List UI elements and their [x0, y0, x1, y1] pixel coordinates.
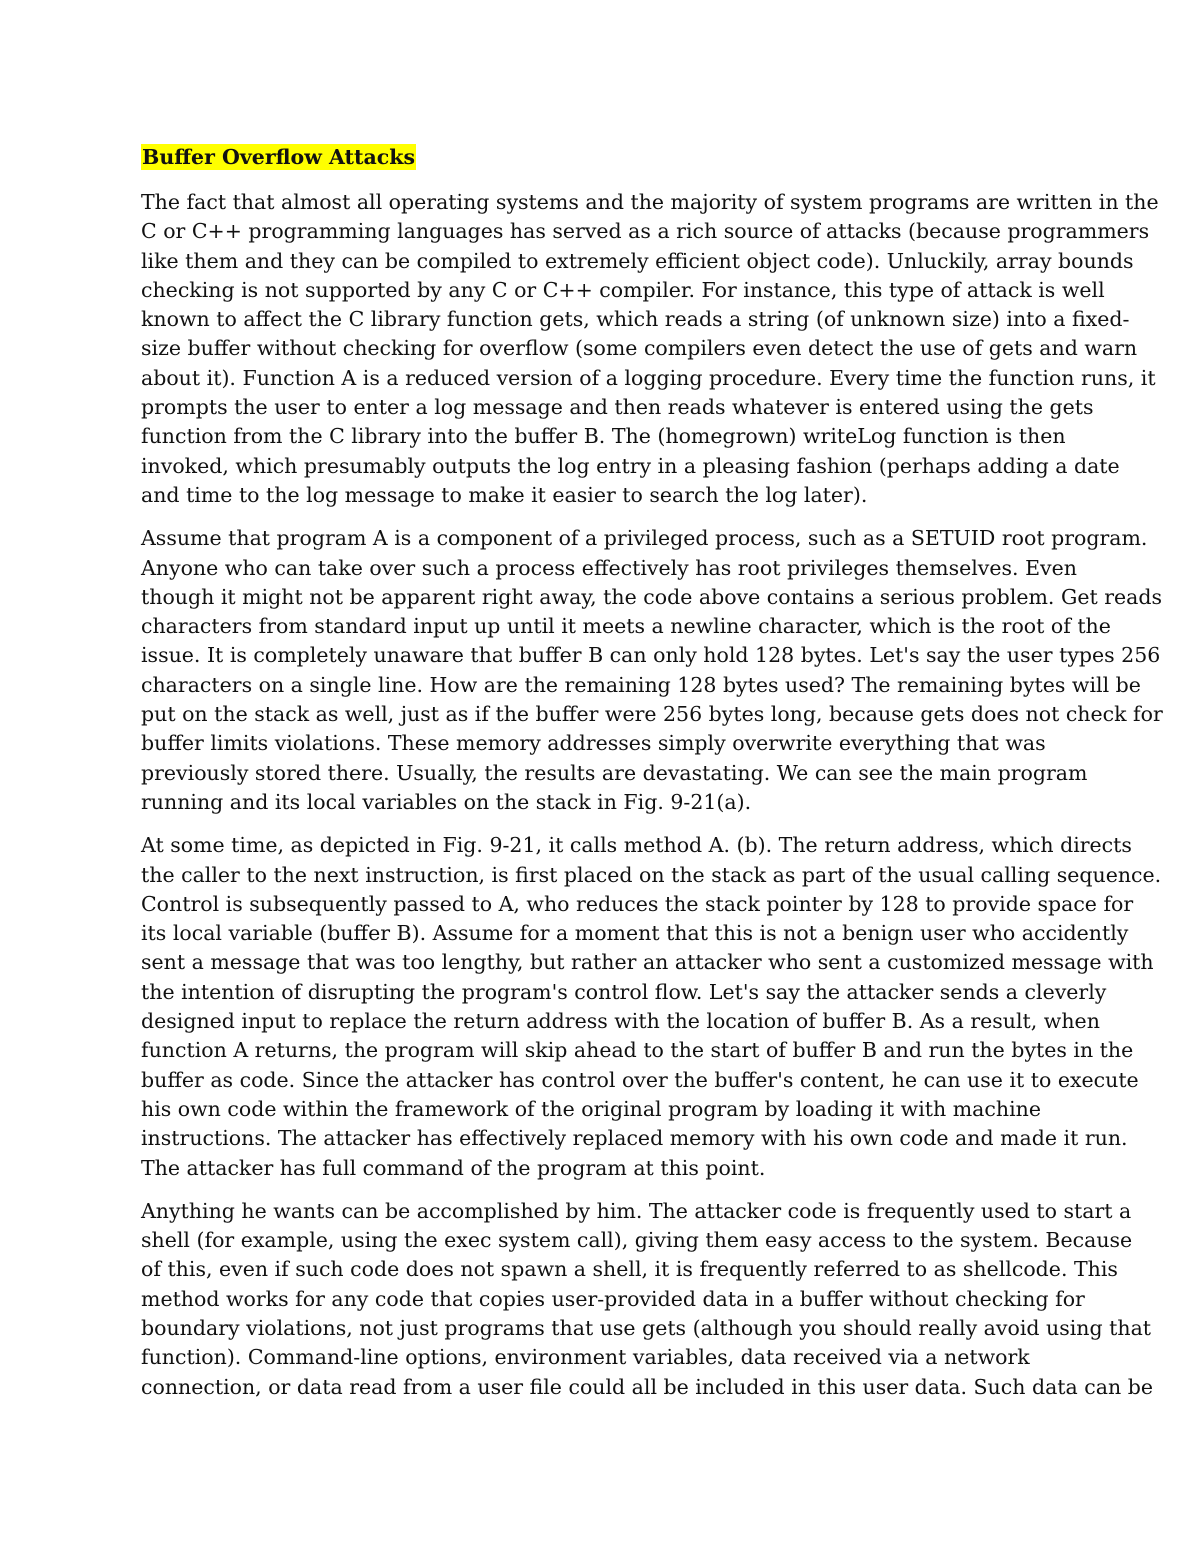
paragraph-3 — [141, 831, 1162, 1183]
text-line: prompts the user to enter a log message and then reads whatever is entered using the gets — [141, 395, 1094, 420]
text-line: C or C++ programming languages has served as a rich source of attacks (because programmers — [141, 219, 1150, 244]
text-line: about it). Function A is a reduced version of a logging procedure. Every time the function runs, it — [141, 365, 1156, 390]
text-line: sent a message that was too lengthy, but rather an attacker who sent a customized message with — [141, 950, 1154, 975]
text-line: like them and they can be compiled to extremely efficient object code). Unluckily, array bounds — [141, 248, 1134, 273]
text-line: function from the C library into the buffer B. The (homegrown) writeLog function is then — [141, 424, 1066, 449]
paragraph-1 — [141, 188, 1159, 510]
text-line: Assume that program A is a component of a privileged process, such as a SETUID root program. — [141, 526, 1148, 551]
text-line: Anything he wants can be accomplished by him. The attacker code is frequently used to start a — [141, 1198, 1132, 1223]
text-line: connection, or data read from a user file could all be included in this user data. Such data can be — [141, 1374, 1153, 1399]
text-line: Anyone who can take over such a process effectively has root privileges themselves. Even — [141, 555, 1077, 580]
text-line: his own code within the framework of the original program by loading it with machine — [141, 1096, 1041, 1121]
document-title: Buffer Overflow Attacks — [142, 145, 416, 169]
text-line: The fact that almost all operating systems and the majority of system programs are written in the — [141, 190, 1159, 214]
text-line: shell (for example, using the exec system call), giving them easy access to the system. Because — [141, 1228, 1133, 1253]
paragraphs-container — [141, 188, 1163, 1402]
document-body — [141, 140, 1163, 1416]
text-line: At some time, as depicted in Fig. 9-21, it calls method A. (b). The return address, which directs — [141, 833, 1132, 858]
text-line: Control is subsequently passed to A, who reduces the stack pointer by 128 to provide space for — [141, 891, 1134, 916]
text-line: function A returns, the program will skip ahead to the start of buffer B and run the bytes in the — [141, 1038, 1134, 1063]
text-line: instructions. The attacker has effectively replaced memory with his own code and made it run. — [141, 1126, 1128, 1151]
text-line: size buffer without checking for overflow (some compilers even detect the use of gets and warn — [141, 336, 1138, 361]
text-line: checking is not supported by any C or C++ compiler. For instance, this type of attack is well — [141, 277, 1105, 302]
text-line: invoked, which presumably outputs the log entry in a pleasing fashion (perhaps adding a date — [141, 453, 1120, 478]
text-line: method works for any code that copies user-provided data in a buffer without checking for — [141, 1286, 1085, 1311]
text-line: issue. It is completely unaware that buffer B can only hold 128 bytes. Let's say the user types 256 — [141, 643, 1161, 668]
text-line: running and its local variables on the stack in Fig. 9-21(a). — [141, 789, 752, 814]
text-line: and time to the log message to make it easier to search the log later). — [141, 482, 868, 507]
text-line: boundary violations, not just programs that use gets (although you should really avoid using that — [141, 1315, 1152, 1340]
paragraph-2 — [141, 524, 1163, 817]
text-line: characters on a single line. How are the remaining 128 bytes used? The remaining bytes will be — [141, 672, 1141, 697]
text-line: previously stored there. Usually, the results are devastating. We can see the main program — [141, 760, 1088, 785]
text-line: of this, even if such code does not spawn a shell, it is frequently referred to as shellcode. This — [141, 1257, 1118, 1282]
text-line: function). Command-line options, environment variables, data received via a network — [141, 1345, 1030, 1370]
text-line: The attacker has full command of the program at this point. — [141, 1155, 766, 1180]
text-line: the intention of disrupting the program's control flow. Let's say the attacker sends a cleverly — [141, 979, 1107, 1004]
title-line — [141, 140, 1071, 174]
text-line: the caller to the next instruction, is first placed on the stack as part of the usual calling sequence. — [141, 862, 1162, 887]
text-line: buffer limits violations. These memory addresses simply overwrite everything that was — [141, 731, 1046, 756]
paragraph-4 — [141, 1197, 1153, 1402]
text-line: designed input to replace the return address with the location of buffer B. As a result, when — [141, 1009, 1100, 1034]
text-line: put on the stack as well, just as if the buffer were 256 bytes long, because gets does not check for — [141, 702, 1163, 727]
text-line: characters from standard input up until it meets a newline character, which is the root of the — [141, 614, 1111, 639]
text-line: buffer as code. Since the attacker has control over the buffer's content, he can use it to execute — [141, 1067, 1139, 1092]
text-line: though it might not be apparent right away, the code above contains a serious problem. Get reads — [141, 584, 1162, 609]
text-line: its local variable (buffer B). Assume for a moment that this is not a benign user who accidently — [141, 921, 1129, 946]
text-line: known to affect the C library function gets, which reads a string (of unknown size) into a fixed- — [141, 307, 1130, 332]
